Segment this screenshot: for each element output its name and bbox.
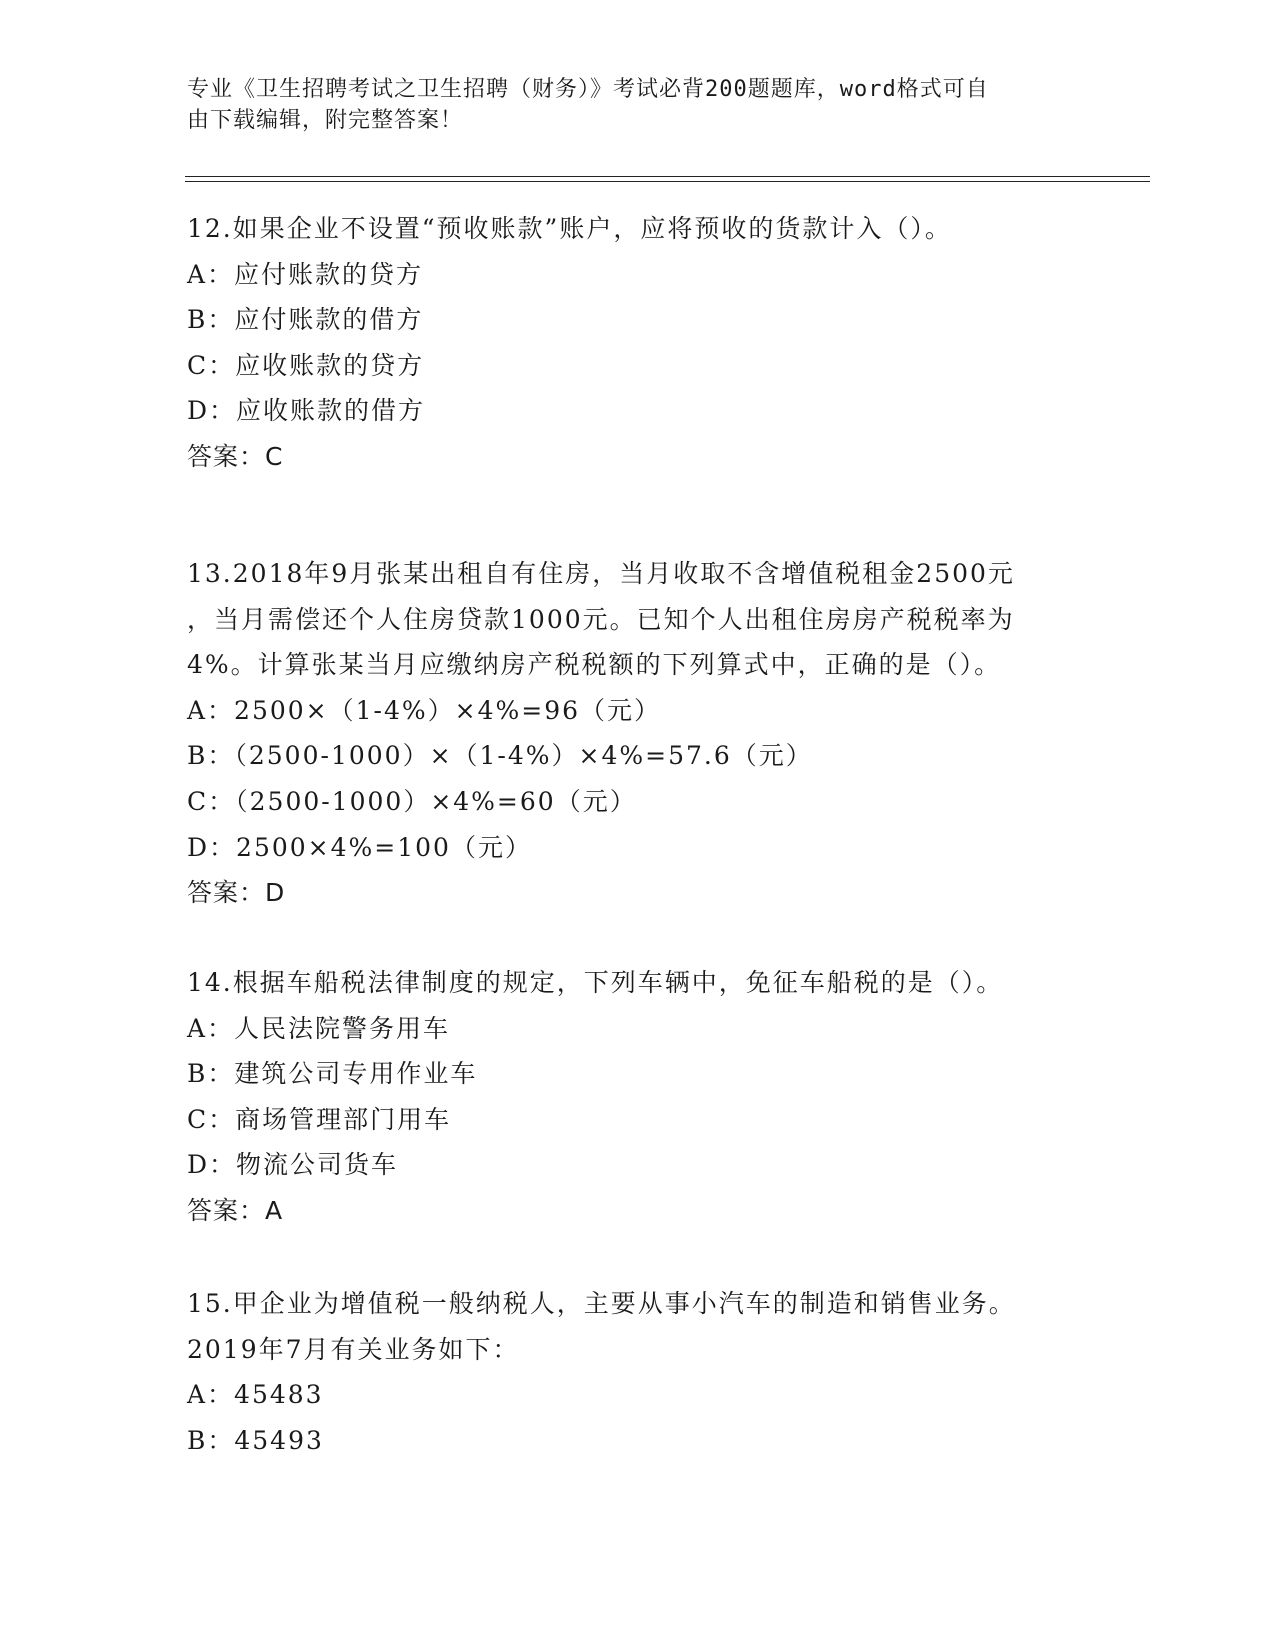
- question-14: [187, 960, 1087, 1234]
- question-stem: ，当月需偿还个人住房贷款1000元。已知个人出租住房房产税税率为: [187, 604, 1015, 634]
- option-a: A：45483: [187, 1380, 324, 1410]
- option-b: B：建筑公司专用作业车: [187, 1059, 478, 1089]
- option-a: A：应付账款的贷方: [187, 259, 424, 289]
- question-12: [187, 206, 1087, 480]
- option-a: A：2500×（1-4%）×4%=96（元）: [187, 695, 662, 725]
- option-c: C：应收账款的贷方: [187, 350, 425, 380]
- option-a: A：人民法院警务用车: [187, 1013, 451, 1043]
- question-13: [187, 551, 1087, 916]
- option-d: D：应收账款的借方: [187, 396, 426, 426]
- question-stem: 4%。计算张某当月应缴纳房产税税额的下列算式中，正确的是（）。: [187, 650, 1002, 680]
- question-stem: 13.2018年9月张某出租自有住房，当月收取不含增值税租金2500元: [187, 559, 1015, 588]
- document-header: [187, 74, 1087, 136]
- option-c: C：（2500-1000）×4%=60（元）: [187, 786, 637, 816]
- header-divider-bottom: [185, 181, 1150, 182]
- question-stem: 2019年7月有关业务如下：: [187, 1334, 520, 1364]
- header-line-2: 由下载编辑，附完整答案！: [187, 108, 464, 133]
- option-d: D：物流公司货车: [187, 1150, 399, 1180]
- option-b: B：应付账款的借方: [187, 305, 424, 335]
- answer-label: 答案：C: [187, 441, 284, 471]
- question-stem: 12.如果企业不设置“预收账款”账户，应将预收的货款计入（）。: [187, 214, 952, 243]
- option-b: B：（2500-1000）×（1-4%）×4%=57.6（元）: [187, 741, 813, 771]
- option-d: D：2500×4%=100（元）: [187, 832, 532, 862]
- question-stem: 14.根据车船税法律制度的规定，下列车辆中，免征车船税的是（）。: [187, 968, 1004, 997]
- question-stem: 15.甲企业为增值税一般纳税人，主要从事小汽车的制造和销售业务。: [187, 1289, 1016, 1318]
- header-divider-top: [185, 176, 1150, 177]
- header-line-1: 专业《卫生招聘考试之卫生招聘（财务）》考试必背200题题库，word格式可自: [187, 77, 989, 102]
- option-b: B：45493: [187, 1425, 324, 1455]
- question-15: [187, 1281, 1087, 1463]
- option-c: C：商场管理部门用车: [187, 1104, 452, 1134]
- answer-label: 答案：A: [187, 1195, 284, 1225]
- answer-label: 答案：D: [187, 878, 286, 908]
